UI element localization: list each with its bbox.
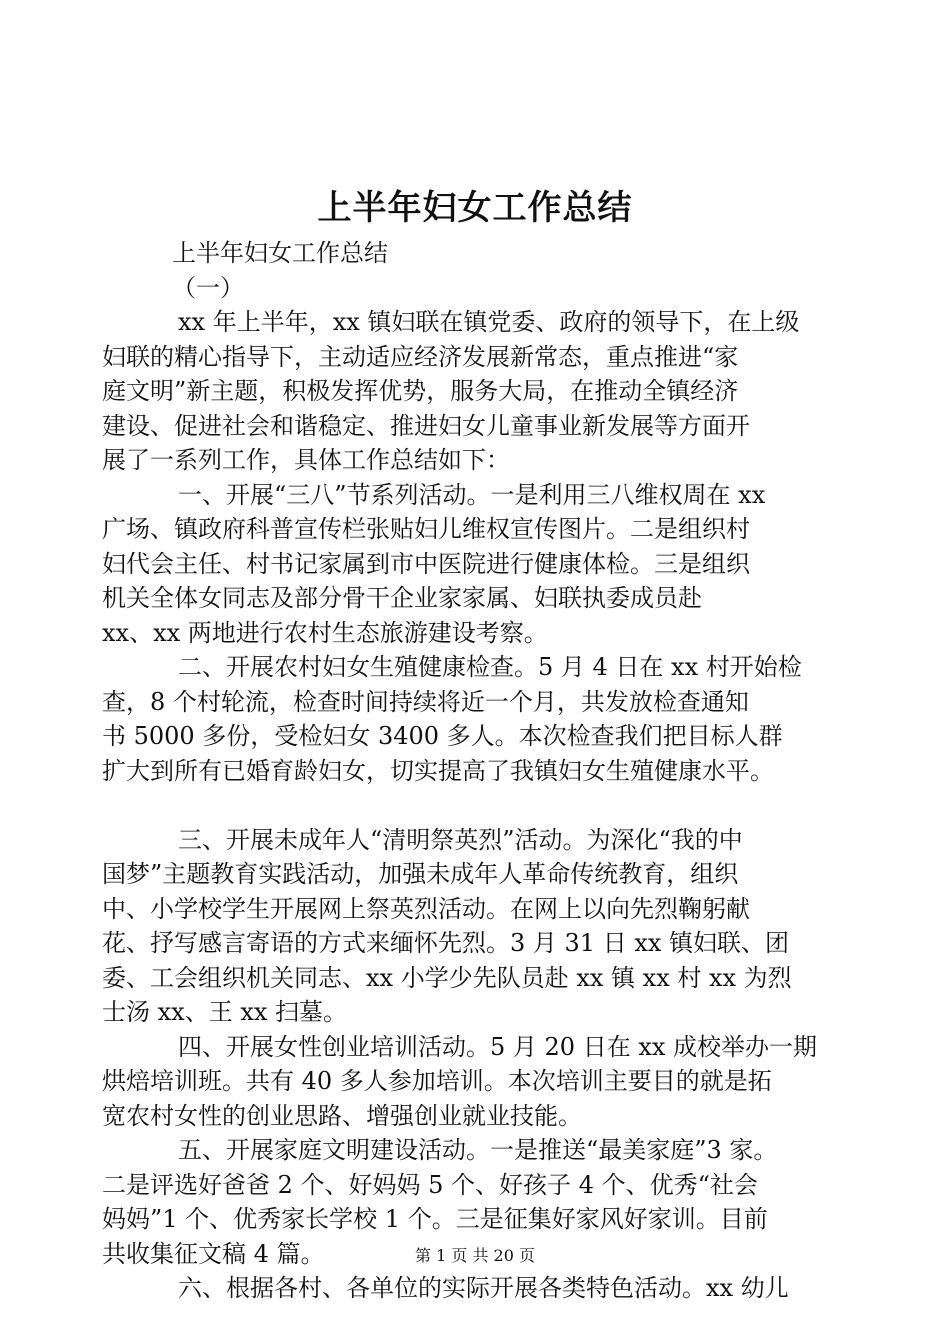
paragraph-line: 共收集征文稿 4 篇。 <box>102 1239 325 1268</box>
paragraph-line: 中、小学校学生开展网上祭英烈活动。在网上以向先烈鞠躬献 <box>102 894 750 923</box>
document-subtitle: 上半年妇女工作总结 <box>172 239 388 267</box>
paragraph-line: 庭文明”新主题，积极发挥优势，服务大局，在推动全镇经济 <box>102 377 739 405</box>
paragraph-line: xx 年上半年，xx 镇妇联在镇党委、政府的领导下，在上级 <box>178 308 800 336</box>
blank-line <box>102 788 852 823</box>
paragraph-line: 扩大到所有已婚育龄妇女，切实提高了我镇妇女生殖健康水平。 <box>102 756 774 785</box>
paragraph-line: 查，8 个村轮流，检查时间持续将近一个月，共发放检查通知 <box>102 687 749 716</box>
paragraph-line: 建设、促进社会和谐稳定、推进妇女儿童事业新发展等方面开 <box>102 411 750 440</box>
paragraph-line: 四、开展女性创业培训活动。5 月 20 日在 xx 成校举办一期 <box>178 1032 818 1061</box>
page-number-footer: 第 1 页 共 20 页 <box>415 1246 535 1265</box>
paragraph-line: 书 5000 多份，受检妇女 3400 多人。本次检查我们把目标人群 <box>102 722 783 750</box>
paragraph-line: 妈妈”1 个、优秀家长学校 1 个。三是征集好家风好家训。目前 <box>102 1205 768 1233</box>
paragraph-line: 二是评选好爸爸 2 个、好妈妈 5 个、好孩子 4 个、优秀“社会 <box>102 1170 758 1199</box>
paragraph-line: 花、抒写感言寄语的方式来缅怀先烈。3 月 31 日 xx 镇妇联、团 <box>102 929 790 957</box>
paragraph-line: 委、工会组织机关同志、xx 小学少先队员赴 xx 镇 xx 村 xx 为烈 <box>102 963 792 992</box>
paragraph-line: 六、根据各村、各单位的实际开展各类特色活动。xx 幼儿 <box>178 1274 789 1302</box>
paragraph-line: 妇联的精心指导下，主动适应经济发展新常态，重点推进“家 <box>102 342 739 371</box>
paragraph-line: 一、开展“三八”节系列活动。一是利用三八维权周在 xx <box>178 480 766 509</box>
paragraph-line: 士汤 xx、王 xx 扫墓。 <box>102 998 348 1026</box>
paragraph-line: 三、开展未成年人“清明祭英烈”活动。为深化“我的中 <box>178 825 743 854</box>
paragraph-line: 广场、镇政府科普宣传栏张贴妇儿维权宣传图片。二是组织村 <box>102 515 750 543</box>
paragraph-line: 机关全体女同志及部分骨干企业家家属、妇联执委成员赴 <box>102 584 702 612</box>
paragraph-line: 二、开展农村妇女生殖健康检查。5 月 4 日在 xx 村开始检 <box>178 653 802 681</box>
paragraph-line: 国梦”主题教育实践活动，加强未成年人革命传统教育，组织 <box>102 860 739 888</box>
paragraph-line: 妇代会主任、村书记家属到市中医院进行健康体检。三是组织 <box>102 549 750 578</box>
paragraph-line: 五、开展家庭文明建设活动。一是推送“最美家庭”3 家。 <box>178 1136 778 1164</box>
paragraph-line: 展了一系列工作，具体工作总结如下： <box>102 446 510 474</box>
document-body <box>102 236 852 1306</box>
section-marker: （一） <box>172 273 244 302</box>
paragraph-line: xx、xx 两地进行农村生态旅游建设考察。 <box>102 618 548 647</box>
paragraph-line: 宽农村女性的创业思路、增强创业就业技能。 <box>102 1101 582 1130</box>
document-title: 上半年妇女工作总结 <box>317 188 633 228</box>
paragraph-line: 烘焙培训班。共有 40 多人参加培训。本次培训主要目的就是拓 <box>102 1067 772 1095</box>
